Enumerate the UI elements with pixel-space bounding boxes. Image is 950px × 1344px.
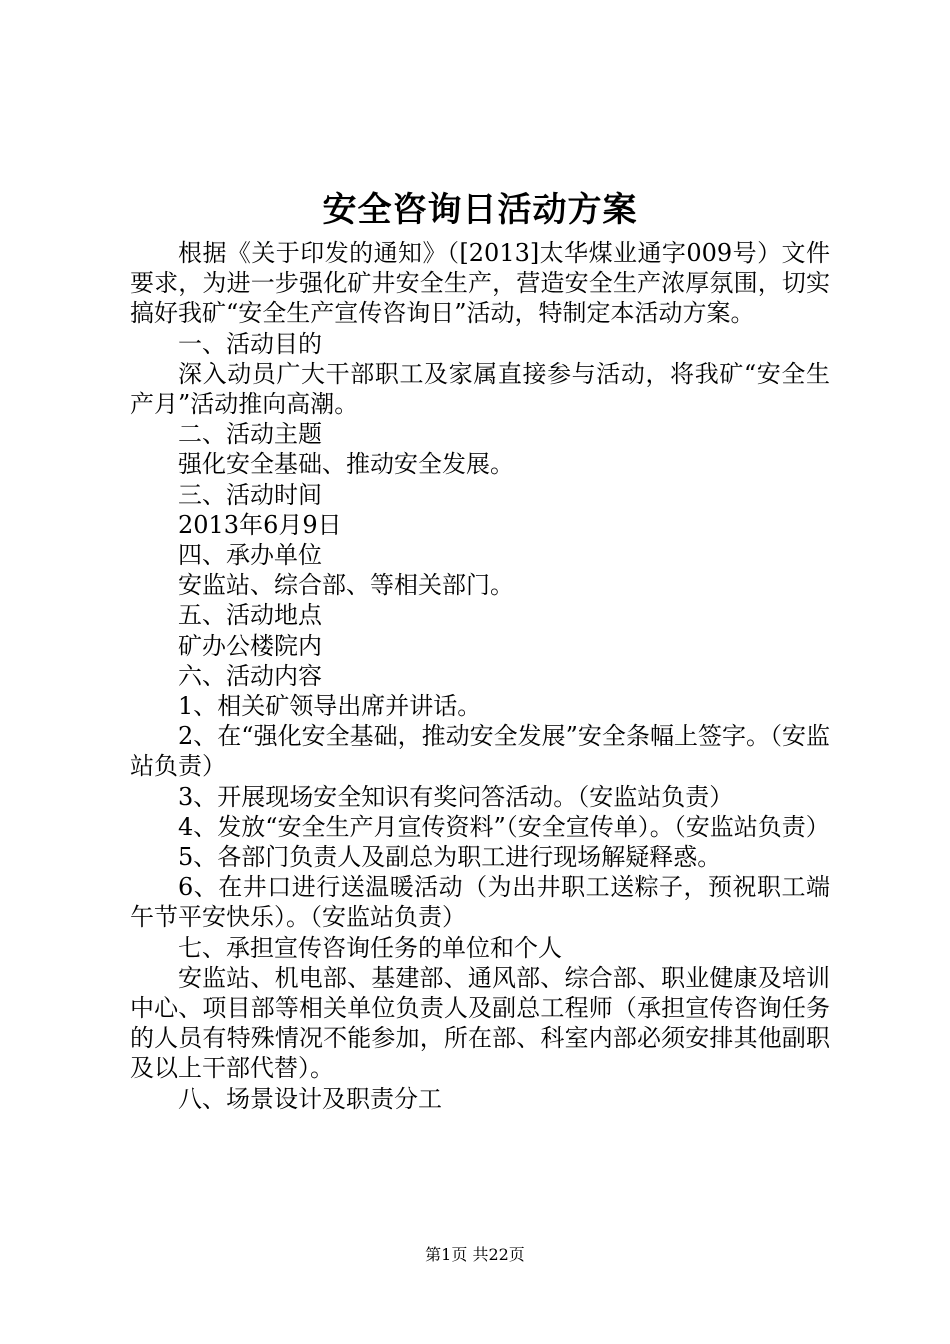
content-item-1: 1、相关矿领导出席并讲话。	[178, 692, 482, 721]
section-heading-organizer: 四、承办单位	[178, 541, 322, 570]
intro-paragraph: 根据《关于印发的通知》（[2013]太华煤业通字009号）文件要求，为进一步强化矿井安全生产，营造安全生产浓厚氛围，切实搞好我矿“安全生产宣传咨询日”活动，特制定本活动方案。	[130, 239, 830, 328]
document-page	[130, 182, 830, 1114]
organizer-paragraph: 安监站、综合部、等相关部门。	[178, 571, 514, 600]
content-item-5: 5、各部门负责人及副总为职工进行现场解疑释惑。	[178, 843, 722, 872]
section-heading-scene-design: 八、场景设计及职责分工	[178, 1084, 442, 1113]
content-item-6: 6、在井口进行送温暖活动（为出井职工送粽子，预祝职工端午节平安快乐）。（安监站负责）	[130, 873, 830, 932]
purpose-paragraph: 深入动员广大干部职工及家属直接参与活动，将我矿“安全生产月”活动推向高潮。	[130, 359, 830, 419]
page-footer: 第1页 共22页	[425, 1245, 525, 1264]
theme-paragraph: 强化安全基础、推动安全发展。	[178, 450, 514, 479]
participants-paragraph: 安监站、机电部、基建部、通风部、综合部、职业健康及培训中心、项目部等相关单位负责人及副总工程师（承担宣传咨询任务的人员有特殊情况不能参加，所在部、科室内部必须安排其他副职及以上干部代替）。	[130, 963, 830, 1083]
location-paragraph: 矿办公楼院内	[178, 631, 322, 660]
document-title: 安全咨询日活动方案	[322, 190, 638, 230]
section-heading-content: 六、活动内容	[178, 661, 322, 690]
time-paragraph: 2013年6月9日	[178, 510, 342, 539]
content-item-4: 4、发放“安全生产月宣传资料”（安全宣传单）。（安监站负责）	[178, 812, 830, 841]
section-heading-theme: 二、活动主题	[178, 420, 322, 449]
content-item-3: 3、开展现场安全知识有奖问答活动。（安监站负责）	[178, 782, 734, 811]
content-item-2: 2、在“强化安全基础，推动安全发展”安全条幅上签字。（安监站负责）	[130, 722, 830, 781]
section-heading-purpose: 一、活动目的	[178, 329, 322, 358]
section-heading-participants: 七、承担宣传咨询任务的单位和个人	[178, 933, 562, 962]
section-heading-location: 五、活动地点	[178, 601, 322, 630]
section-heading-time: 三、活动时间	[178, 480, 322, 509]
